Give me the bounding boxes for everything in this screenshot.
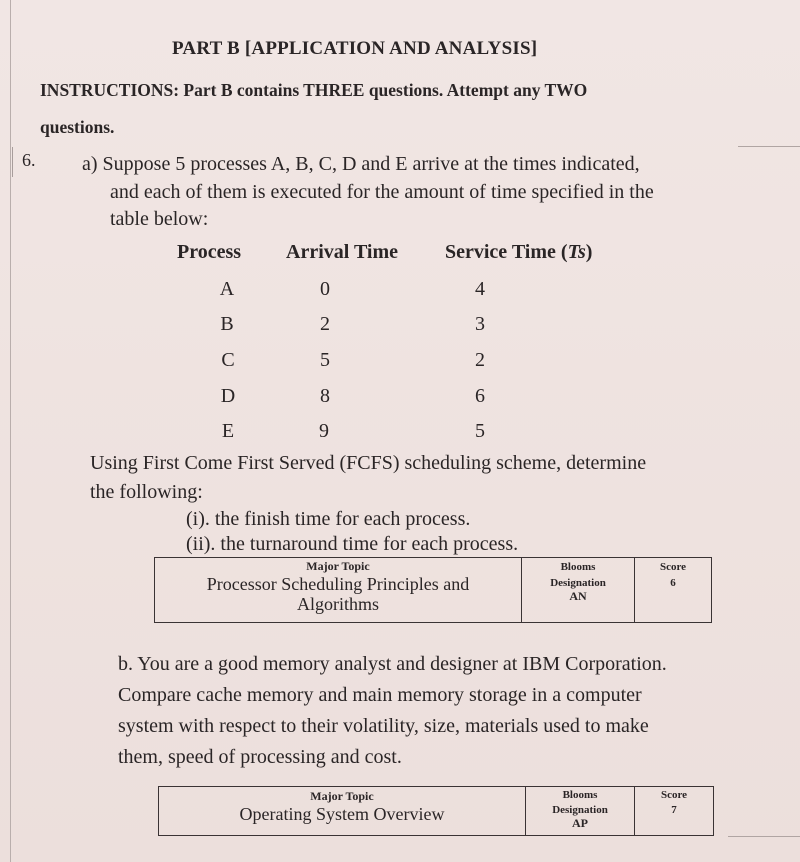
score-label: Score [659,561,687,573]
blooms-value: AP [572,816,588,830]
major-topic-line-1: Operating System Overview [239,804,445,824]
task-item-finish-time: (i). the finish time for each process. [186,508,471,530]
cell-service: 4 [475,278,485,300]
part-a-line-3: table below: [110,208,209,230]
major-topic-label: Major Topic [310,789,374,803]
blooms-cell [522,558,635,623]
cell-arrival: 0 [320,278,330,300]
blooms-cell [526,787,635,836]
designation-label: Designation [550,577,606,589]
score-label: Score [660,789,688,801]
score-cell [635,558,712,623]
cell-process: E [221,420,235,442]
topic-box-part-a [154,557,712,623]
major-topic-line-1: Processor Scheduling Principles and [206,574,470,594]
question-number-border [12,147,13,177]
instructions-line-1: INSTRUCTIONS: Part B contains THREE questions. Attempt any TWO [40,80,588,100]
major-topic-cell [159,787,526,836]
header-service-suffix: ) [585,241,593,263]
topic-box-part-b [158,786,714,836]
part-b-line-3: system with respect to their volatility, size, materials used to make [118,715,649,737]
cell-service: 5 [475,420,485,442]
fcfs-instruction-line-1: Using First Come First Served (FCFS) scheduling scheme, determine [90,452,647,474]
score-cell [635,787,714,836]
fcfs-instruction-line-2: the following: [90,481,203,503]
task-item-turnaround-time: (ii). the turnaround time for each process. [186,533,519,555]
header-arrival-time: Arrival Time [286,241,399,263]
header-process: Process [177,241,242,263]
instructions-line-2: questions. [40,117,115,137]
designation-label: Designation [552,804,608,816]
major-topic-label: Major Topic [306,559,370,573]
section-title: PART B [APPLICATION AND ANALYSIS] [172,38,538,59]
margin-line [10,0,11,862]
cell-process: D [220,385,236,407]
divider-line [738,146,800,147]
major-topic-line-2: Algorithms [296,594,379,614]
blooms-value: AN [569,589,587,603]
blooms-label: Blooms [562,789,598,801]
score-value: 7 [671,804,677,816]
part-b-line-1: b. You are a good memory analyst and designer at IBM Corporation. [118,653,667,675]
score-value: 6 [670,577,676,589]
part-a-line-2: and each of them is executed for the amount of time specified in the [110,181,654,203]
cell-service: 3 [475,313,485,335]
header-service-italic: Ts [567,241,586,263]
blooms-label: Blooms [560,561,596,573]
cell-process: B [220,313,234,335]
cell-process: A [219,278,235,300]
header-service-prefix: Service Time ( [445,241,568,263]
divider-line [728,836,800,837]
cell-arrival: 2 [320,313,330,335]
cell-arrival: 5 [320,349,330,371]
part-a-line-1: a) Suppose 5 processes A, B, C, D and E arrive at the times indicated, [82,153,640,175]
cell-arrival: 8 [320,385,330,407]
major-topic-cell [155,558,522,623]
part-b-line-4: them, speed of processing and cost. [118,746,402,768]
cell-process: C [221,349,235,371]
cell-service: 6 [475,385,485,407]
part-b-line-2: Compare cache memory and main memory storage in a computer [118,684,642,706]
cell-service: 2 [475,349,485,371]
cell-arrival: 9 [319,420,329,442]
header-service-time [445,241,592,264]
question-number: 6. [22,150,36,170]
